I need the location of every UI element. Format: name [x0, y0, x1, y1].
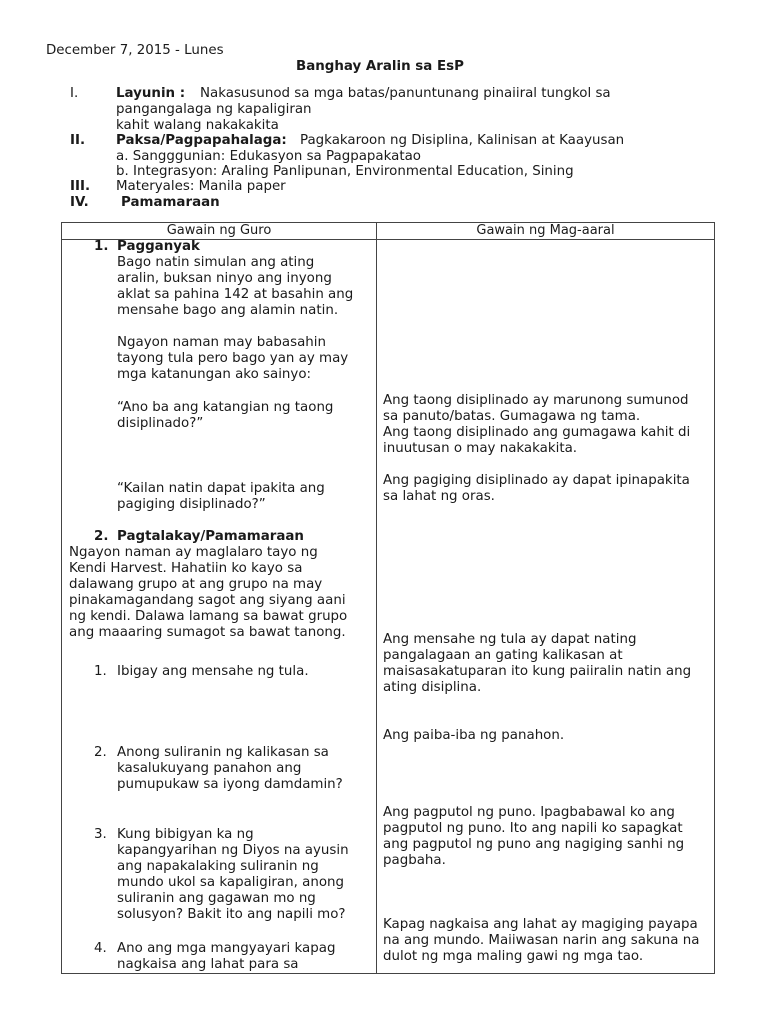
question-line: kasalukuyang panahon ang [117, 761, 302, 776]
question-line: Kung bibigyan ka ng [117, 827, 254, 842]
outline-num: IV. [70, 195, 89, 210]
teacher-line: ng kendi. Dalawa lamang sa bawat grupo [69, 609, 348, 624]
teacher-line: aklat sa pahina 142 at basahin ang [117, 287, 354, 302]
teacher-line: Bago natin simulan ang ating [117, 255, 315, 270]
lesson-date: December 7, 2015 - Lunes [46, 43, 224, 58]
teacher-line: Kendi Harvest. Hahatiin ko kayo sa [69, 561, 303, 576]
outline-sub: a. Sangggunian: Edukasyon sa Pagpapakatao [116, 149, 421, 164]
student-answer: sa panuto/batas. Gumagawa ng tama. [383, 409, 641, 424]
outline-text: kahit walang nakakakita [116, 118, 279, 133]
page-title: Banghay Aralin sa EsP [296, 59, 464, 74]
student-answer: Ang pagiging disiplinado ay dapat ipinapakita [383, 473, 690, 488]
teacher-question: “Ano ba ang katangian ng taong [117, 400, 334, 415]
teacher-line: dalawang grupo at ang grupo na may [69, 577, 323, 592]
question-line: Ano ang mga mangyayari kapag [117, 941, 336, 956]
section-title: Pagganyak [117, 239, 200, 254]
question-line: suliranin ang gagawan mo ng [117, 891, 316, 906]
question-num: 1. [94, 664, 107, 679]
outline-text: Nakasusunod sa mga batas/panuntunang pinaiiral tungkol sa [200, 86, 611, 101]
outline-label: Paksa/Pagpapahalaga: [116, 133, 287, 148]
question-line: ang napakalaking suliranin ng [117, 859, 319, 874]
outline-num: III. [70, 179, 91, 194]
teacher-line: Ngayon naman may babasahin [117, 335, 326, 350]
student-answer: pangalagaan an gating kalikasan at [383, 648, 623, 663]
section-title: Pagtalakay/Pamamaraan [117, 529, 304, 544]
question-line: kapangyarihan ng Diyos na ayusin [117, 843, 349, 858]
section-num: 2. [94, 529, 109, 544]
student-answer: pagputol ng puno. Ito ang napili ko sapagkat [383, 821, 683, 836]
question-line: mundo ukol sa kapaligiran, anong [117, 875, 345, 890]
procedure-table [61, 222, 715, 974]
student-answer: Ang pagputol ng puno. Ipagbabawal ko ang [383, 805, 675, 820]
student-answer: Kapag nagkaisa ang lahat ay magiging payapa [383, 917, 698, 932]
question-num: 4. [94, 941, 107, 956]
teacher-line: tayong tula pero bago yan ay may [117, 351, 349, 366]
teacher-line: aralin, buksan ninyo ang inyong [117, 271, 332, 286]
section-num: 1. [94, 239, 109, 254]
teacher-question: disiplinado?” [117, 416, 204, 431]
student-answer: Ang paiba-iba ng panahon. [383, 728, 565, 743]
teacher-question: pagiging disiplinado?” [117, 497, 266, 512]
question-line: Anong suliranin ng kalikasan sa [117, 745, 329, 760]
outline-text: pangangalaga ng kapaligiran [116, 102, 312, 117]
teacher-line: Ngayon naman ay maglalaro tayo ng [69, 545, 318, 560]
student-answer: Ang mensahe ng tula ay dapat nating [383, 632, 637, 647]
outline-text: Pagkakaroon ng Disiplina, Kalinisan at Kaayusan [300, 133, 625, 148]
teacher-line: mga katanungan ako sainyo: [117, 367, 312, 382]
question-line: pumupukaw sa iyong damdamin? [117, 777, 343, 792]
student-answer: dulot ng mga maling gawi ng mga tao. [383, 949, 644, 964]
student-answer: maisasakatuparan ito kung paiiralin natin ang [383, 664, 692, 679]
header-teacher: Gawain ng Guro [166, 223, 272, 238]
question-line: nagkaisa ang lahat para sa [117, 957, 299, 972]
outline-label: Layunin : [116, 86, 186, 101]
student-answer: Ang taong disiplinado ay marunong sumunod [383, 393, 689, 408]
column-divider [376, 223, 377, 973]
header-student: Gawain ng Mag-aaral [476, 223, 615, 238]
outline-text: Materyales: Manila paper [116, 179, 286, 194]
question-line: solusyon? Bakit ito ang napili mo? [117, 907, 346, 922]
student-answer: ang pagputol ng puno ang nagiging sanhi ng [383, 837, 685, 852]
outline-num: I. [70, 86, 79, 101]
student-answer: inuutusan o may nakakakita. [383, 441, 578, 456]
teacher-line: mensahe bago ang alamin natin. [117, 303, 339, 318]
question-line: Ibigay ang mensahe ng tula. [117, 664, 309, 679]
student-answer: Ang taong disiplinado ang gumagawa kahit di [383, 425, 691, 440]
teacher-line: pinakamagandang sagot ang siyang aani [69, 593, 346, 608]
student-answer: ating disiplina. [383, 680, 482, 695]
teacher-line: ang maaaring sumagot sa bawat tanong. [69, 625, 346, 640]
student-answer: sa lahat ng oras. [383, 489, 495, 504]
outline-sub: b. Integrasyon: Araling Panlipunan, Environmental Education, Sining [116, 164, 574, 179]
outline-label: Pamamaraan [121, 195, 220, 210]
question-num: 3. [94, 827, 107, 842]
student-answer: pagbaha. [383, 853, 446, 868]
outline-num: II. [70, 133, 86, 148]
question-num: 2. [94, 745, 107, 760]
teacher-question: “Kailan natin dapat ipakita ang [117, 481, 325, 496]
student-answer: na ang mundo. Maiiwasan narin ang sakuna na [383, 933, 700, 948]
